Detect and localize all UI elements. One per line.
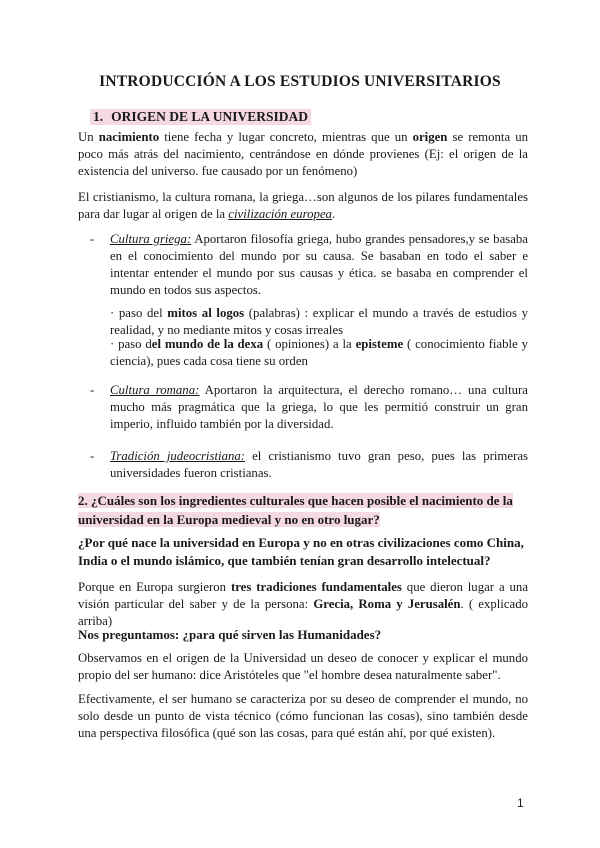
bullet-cultura-romana [90, 382, 528, 433]
section-1-label: ORIGEN DE LA UNIVERSIDAD [111, 109, 309, 124]
bold-term: el mundo de la dexa [151, 337, 264, 351]
text-run: El cristianismo, la cultura romana, la griega…son algunos de los pilares fundamentales para dar lugar al origen de la [78, 190, 528, 221]
bullet-label: Cultura griega: [110, 232, 192, 246]
question-humanidades: Nos preguntamos: ¿para qué sirven las Humanidades? [78, 627, 382, 642]
text-run: se remonta un poco más atrás del nacimiento, centrándose en dónde provienes (Ej: el origen de la existencia del universo. fue causado por un fenómeno) [78, 130, 528, 178]
section-1-number: 1. [93, 109, 104, 124]
section-2-line-1: 2. ¿Cuáles son los ingredientes culturales que hacen posible el nacimiento de la [78, 493, 513, 508]
bold-term: Grecia, Roma y Jerusalén [313, 597, 461, 611]
bullet-label: Tradición judeocristiana: [110, 449, 246, 463]
bullet-text: Aportaron filosofía griega, hubo grandes pensadores,y se basaba en el conocimiento del mundo por su causa. Se basaban en todo el saber e intentar entender el mundo por sus causas y ética. se basaba en comprender el mundo en todos sus aspectos. [110, 232, 528, 297]
bullet-cultura-griega [90, 231, 528, 299]
text-run: · paso del [110, 306, 168, 320]
bold-term: tres tradiciones fundamentales [230, 580, 402, 594]
bold-term: origen [412, 130, 448, 144]
page-number: 1 [517, 796, 524, 810]
bullet-text: el cristianismo tuvo gran peso, pues las primeras universidades fueron cristianas. [110, 449, 528, 480]
bold-term: nacimiento [98, 130, 160, 144]
document-title: INTRODUCCIÓN A LOS ESTUDIOS UNIVERSITARIOS [99, 73, 501, 90]
bold-term: mitos al logos [167, 306, 245, 320]
text-run: tiene fecha y lugar concreto, mientras que un [159, 130, 413, 144]
bullet-text: Aportaron la arquitectura, el derecho romano… una cultura mucho más pragmática que la griega, lo que les permitió construir un gran imperio, influido también por la diversidad. [110, 383, 528, 431]
section-2-line-2: universidad en la Europa medieval y no en otro lugar? [78, 512, 380, 527]
paragraph-deseo-comprender: Efectivamente, el ser humano se caracteriza por su deseo de comprender el mundo, no solo desde un punto de vista técnico (cómo funcionan las cosas), sino también desde una perspectiva filosófica (qué son las cosas, para qué están ahí, por qué existen). [78, 692, 528, 740]
section-2-heading [78, 491, 528, 529]
text-run: ( opiniones) a la [263, 337, 356, 351]
bold-term: episteme [355, 337, 404, 351]
text-run: Un [78, 130, 99, 144]
text-run: . ( explicado arriba) [78, 597, 529, 628]
underlined-term: civilización europea [228, 207, 332, 221]
section-1-heading [90, 109, 311, 125]
text-run: que dieron lugar a una visión particular del saber y de la persona: [78, 580, 528, 611]
bullet-tradicion-judeocristiana [90, 448, 528, 482]
paragraph-tres-tradiciones [78, 579, 528, 630]
text-run: · paso d [110, 337, 152, 351]
bullet-dash: - [90, 383, 95, 397]
text-run: (palabras) : explicar el mundo a través de estudios y realidad, y no mediante mitos y cosas irreales [110, 306, 528, 337]
paragraph-pilares [78, 189, 528, 223]
paragraph-aristoteles: Observamos en el origen de la Universidad un deseo de conocer y explicar el mundo propio del ser humano: dice Aristóteles que "el hombre desea naturalmente saber". [78, 651, 528, 682]
bullet-label: Cultura romana: [110, 383, 200, 397]
text-run: Porque en Europa surgieron [78, 580, 231, 594]
subpoint-dexa-episteme [110, 336, 528, 370]
bullet-dash: - [90, 449, 95, 463]
subpoint-mitos-logos [110, 305, 528, 339]
text-run: . [331, 207, 336, 221]
bullet-dash: - [90, 232, 95, 246]
text-run: ( conocimiento fiable y ciencia), pues cada cosa tiene su orden [110, 337, 528, 368]
question-why-europe: ¿Por qué nace la universidad en Europa y no en otras civilizaciones como China, India o el mundo islámico, que también tenían gran desarrollo intelectual? [78, 535, 524, 568]
paragraph-nacimiento-origen [78, 129, 528, 180]
